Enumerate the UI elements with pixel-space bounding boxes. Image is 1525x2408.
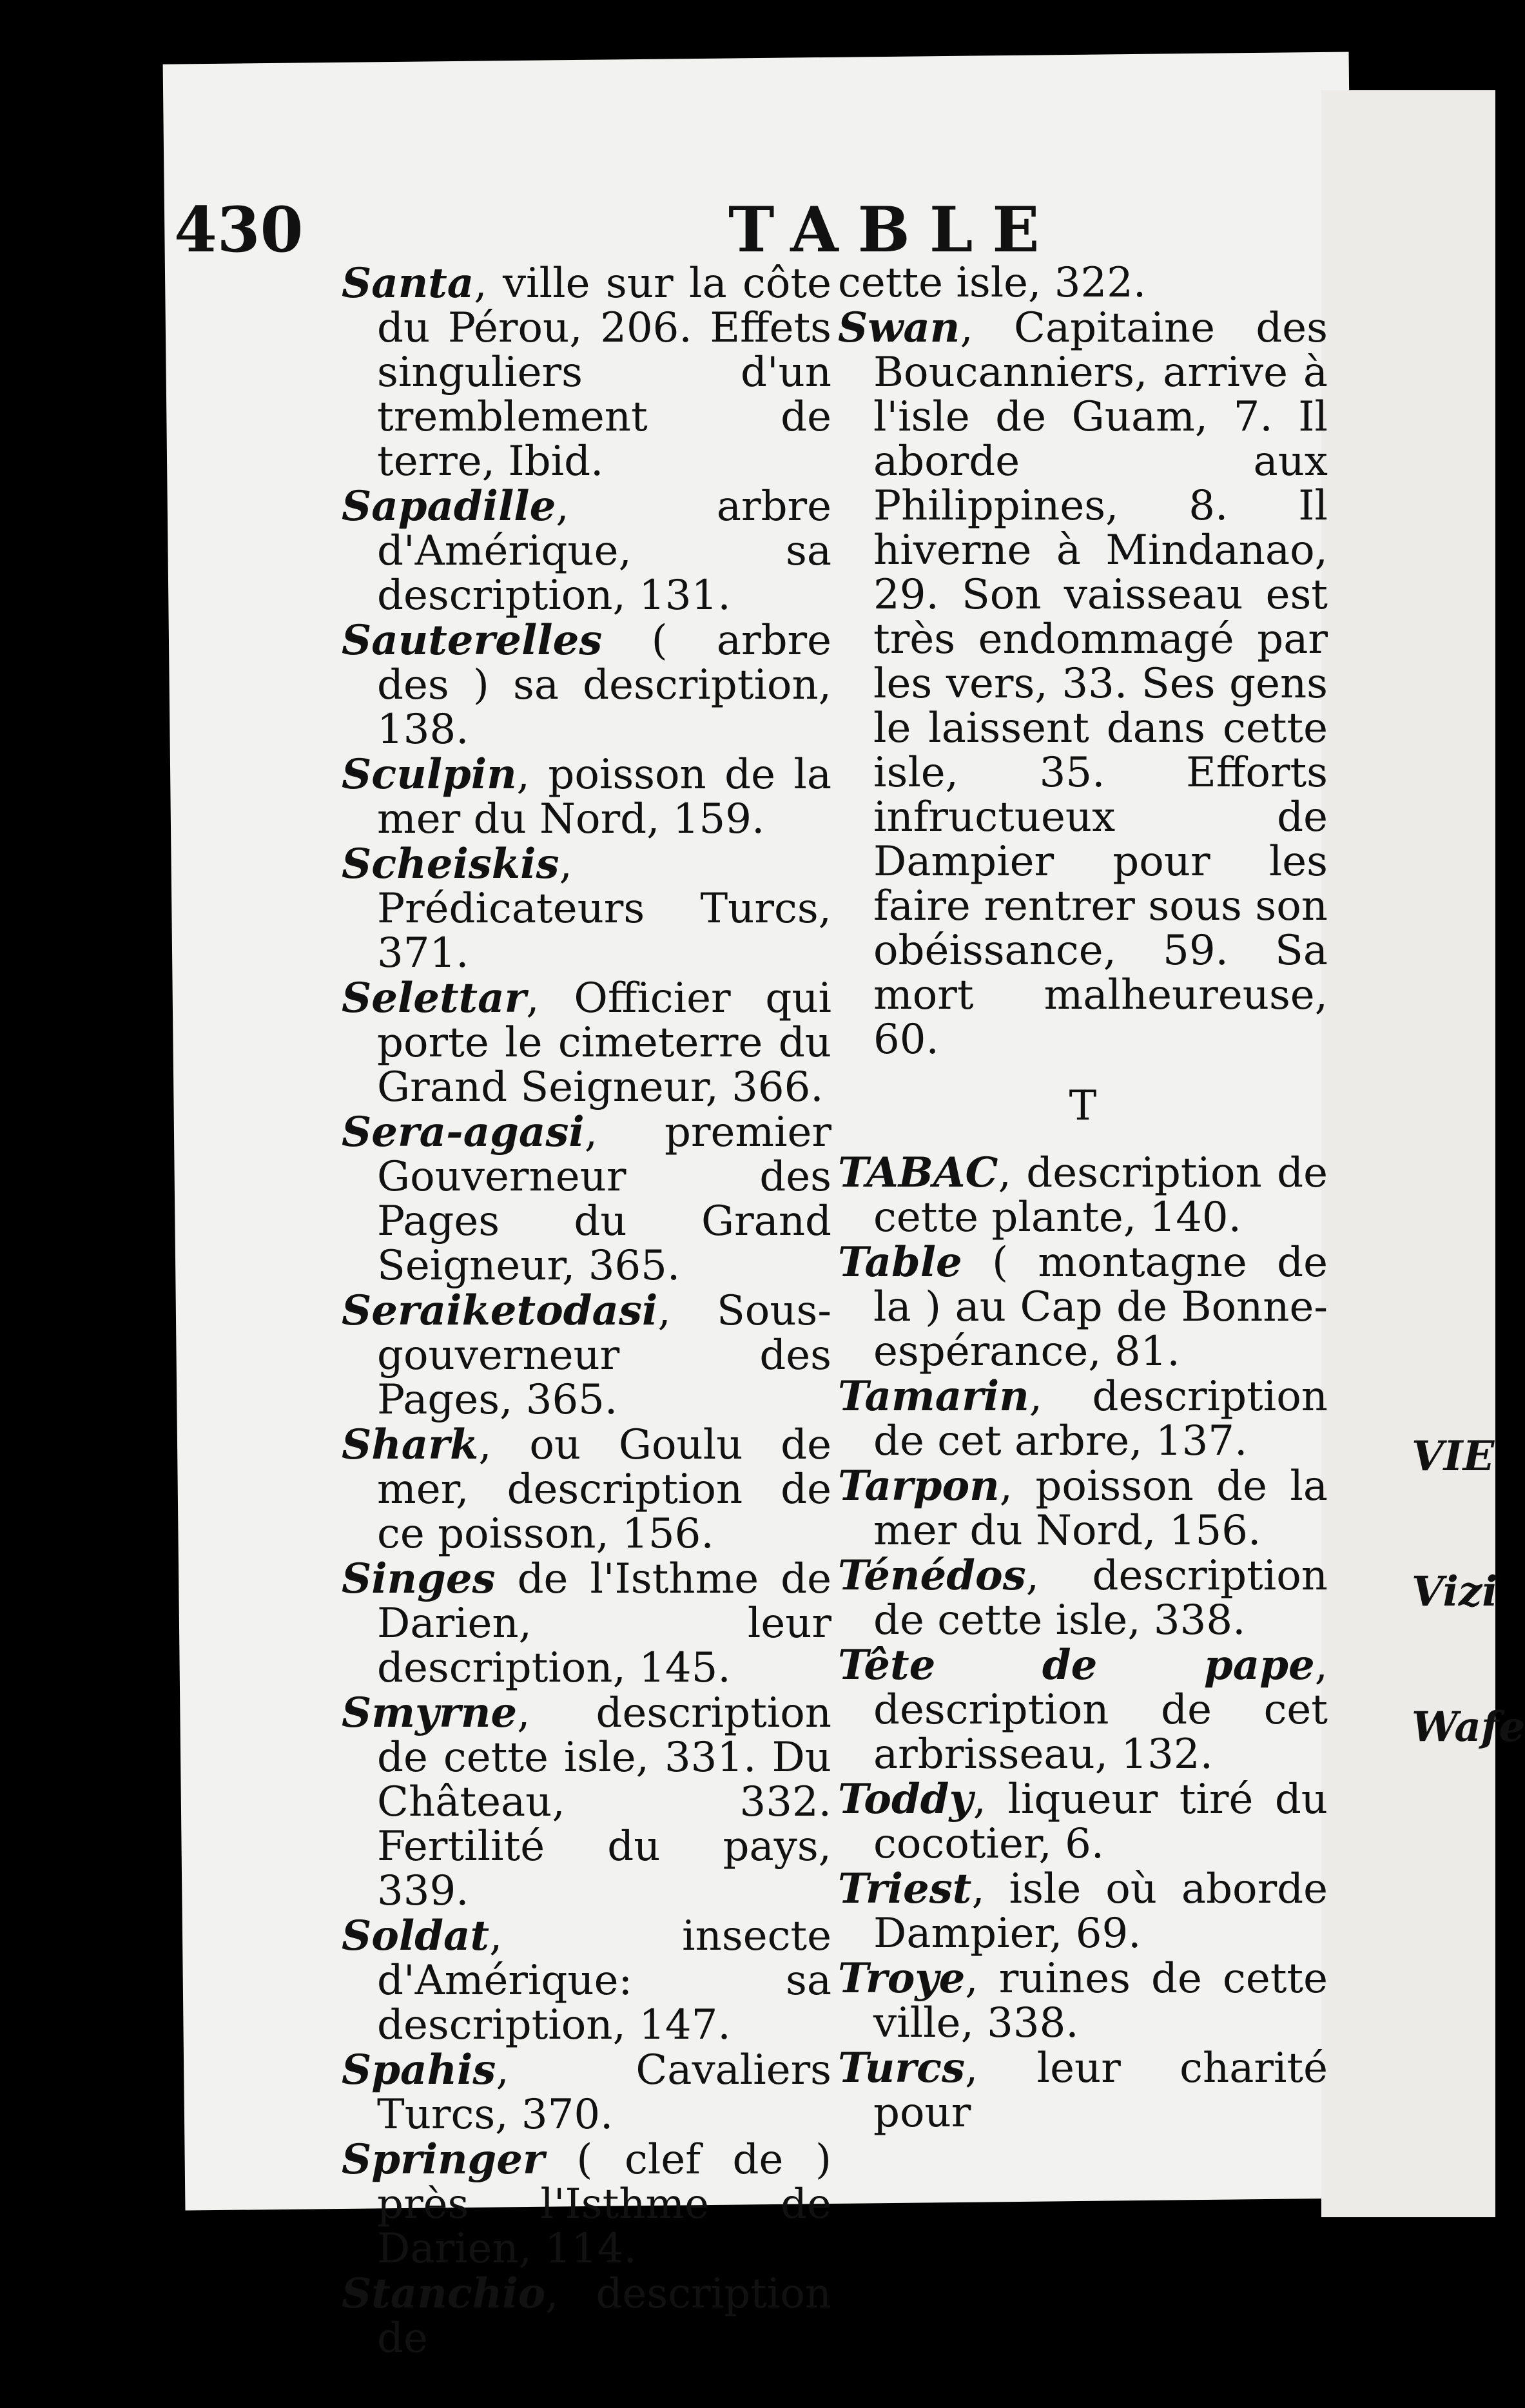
index-entry [838, 1240, 1328, 1374]
index-term: Turcs [838, 2044, 965, 2092]
index-term: Toddy [838, 1775, 973, 1823]
index-entry [342, 1914, 831, 2048]
facing-page-fragments [1412, 161, 1525, 1766]
index-entry-text: , liqueur tiré du cocotier, 6. [873, 1776, 1328, 1868]
page-number: 430 [174, 193, 304, 266]
index-entry-text: , Sous-gouverneur des Pages, 365. [377, 1287, 831, 1424]
index-entry-text: ( arbre des ) sa description, 138. [377, 617, 831, 753]
index-entry [838, 261, 1328, 306]
index-entry-text: , ruines de cette ville, 338. [873, 1955, 1328, 2047]
index-entry-text: , isle où aborde Dampier, 69. [873, 1865, 1328, 1957]
index-term: Spahis [342, 2046, 496, 2094]
index-entry [838, 306, 1328, 1062]
index-entry-text: ( montagne de la ) au Cap de Bonne-espérance, 81. [873, 1239, 1328, 1375]
index-term: Shark [342, 1421, 479, 1469]
index-entry-text: de l'Isthme de Darien, leur description, 145. [377, 1555, 831, 1692]
index-entry-text: , Officier qui porte le cimeterre du Grand Seigneur, 366. [377, 975, 831, 1111]
index-entry-text: , insecte d'Amérique: sa description, 147. [377, 1912, 831, 2049]
index-term: Table [838, 1238, 962, 1287]
index-term: Tarpon [838, 1462, 1000, 1510]
index-entry-text: , description de cet arbre, 137. [873, 1373, 1328, 1465]
index-term: Sapadille [342, 482, 556, 530]
index-entry [838, 1464, 1328, 1553]
index-entry [342, 1288, 831, 1422]
facing-page-fragment: VIE [1412, 1432, 1495, 1481]
section-letter: T [1069, 1082, 1097, 1130]
index-entry [838, 1151, 1328, 1240]
index-entry-text: , ou Goulu de mer, description de ce poisson, 156. [377, 1421, 831, 1558]
running-head: TABLE [728, 193, 1059, 266]
index-entry-text: , leur charité pour [873, 2044, 1328, 2137]
index-entry [342, 752, 831, 842]
index-entry [838, 1777, 1328, 1867]
index-entry [838, 2046, 1328, 2135]
index-term: Santa [342, 259, 474, 307]
index-term: Sculpin [342, 750, 517, 799]
index-entry-text: , arbre d'Amérique, sa description, 131. [377, 483, 831, 619]
index-entry [342, 2271, 831, 2361]
index-term: Scheiskis [342, 840, 559, 888]
index-entry [342, 842, 831, 976]
index-entry-text: , ville sur la côte du Pérou, 206. Effets singuliers d'un tremblement de terre, Ibid. [377, 260, 831, 485]
index-entry-text: ( clef de ) près l'Isthme de Darien, 114. [377, 2136, 831, 2273]
index-entry [342, 484, 831, 618]
index-entry-text: , premier Gouverneur des Pages du Grand Seigneur, 365. [377, 1109, 831, 1290]
index-term: Sera-agasi [342, 1108, 585, 1156]
index-entry [838, 1643, 1328, 1777]
index-entry-text: , poisson de la mer du Nord, 159. [377, 751, 831, 843]
index-term: Tamarin [838, 1372, 1029, 1421]
index-term: Triest [838, 1865, 972, 1913]
index-entry-text: cette isle, 322. [838, 259, 1147, 307]
index-term: TABAC [838, 1149, 998, 1197]
index-entry [838, 1374, 1328, 1464]
facing-page-fragment: Wafe [1412, 1703, 1525, 1751]
index-term: Sauterelles [342, 616, 603, 665]
index-term: Seraiketodasi [342, 1287, 658, 1335]
index-entry [838, 1956, 1328, 2046]
index-entry [342, 976, 831, 1110]
index-term: Selettar [342, 974, 527, 1022]
index-entry-text: , Cavaliers Turcs, 370. [377, 2046, 831, 2139]
index-term: Springer [342, 2135, 545, 2184]
index-entry [838, 1867, 1328, 1956]
index-term: Tête de pape [838, 1641, 1315, 1689]
index-entry-text: , description de cette isle, 338. [873, 1552, 1328, 1644]
index-entry-text: , description de cet arbrisseau, 132. [873, 1642, 1328, 1778]
index-entry [342, 618, 831, 752]
index-entry [342, 1422, 831, 1557]
index-term: Stanchio [342, 2269, 546, 2318]
index-term: Smyrne [342, 1689, 518, 1737]
index-entry [838, 1553, 1328, 1643]
index-term: Singes [342, 1555, 496, 1603]
index-term: Ténédos [838, 1551, 1026, 1600]
index-entry [342, 1110, 831, 1288]
index-column-left [342, 261, 831, 2361]
index-entry-text: , Capitaine des Boucanniers, arrive à l'isle de Guam, 7. Il aborde aux Philippines, 8. Il hiverne à Mindanao, 29. Son vaisseau est très endommagé par les vers, 33. Ses gens le laissent dans cette isle, 35. Efforts infructueux de Dampier pour les faire rentrer sous son obéissance, 59. Sa mort malheureuse, 60. [873, 304, 1328, 1063]
index-entry-text: , description de [377, 2270, 831, 2362]
index-entry [342, 261, 831, 484]
index-entry [342, 2137, 831, 2271]
index-entry-text: , Prédicateurs Turcs, 371. [377, 840, 831, 977]
index-entry [342, 2048, 831, 2137]
index-entry-text: , description de cette plante, 140. [873, 1149, 1328, 1241]
index-term: Troye [838, 1954, 966, 2003]
index-term: Soldat [342, 1912, 489, 1960]
index-entry-text: , description de cette isle, 331. Du Château, 332. Fertilité du pays, 339. [377, 1689, 831, 1915]
index-entry [342, 1557, 831, 1691]
facing-page-fragment: Vizi [1412, 1568, 1498, 1616]
index-term: Swan [838, 304, 960, 352]
index-entry-text: , poisson de la mer du Nord, 156. [873, 1462, 1328, 1555]
index-column-right [838, 261, 1328, 2135]
index-entry [342, 1691, 831, 1914]
